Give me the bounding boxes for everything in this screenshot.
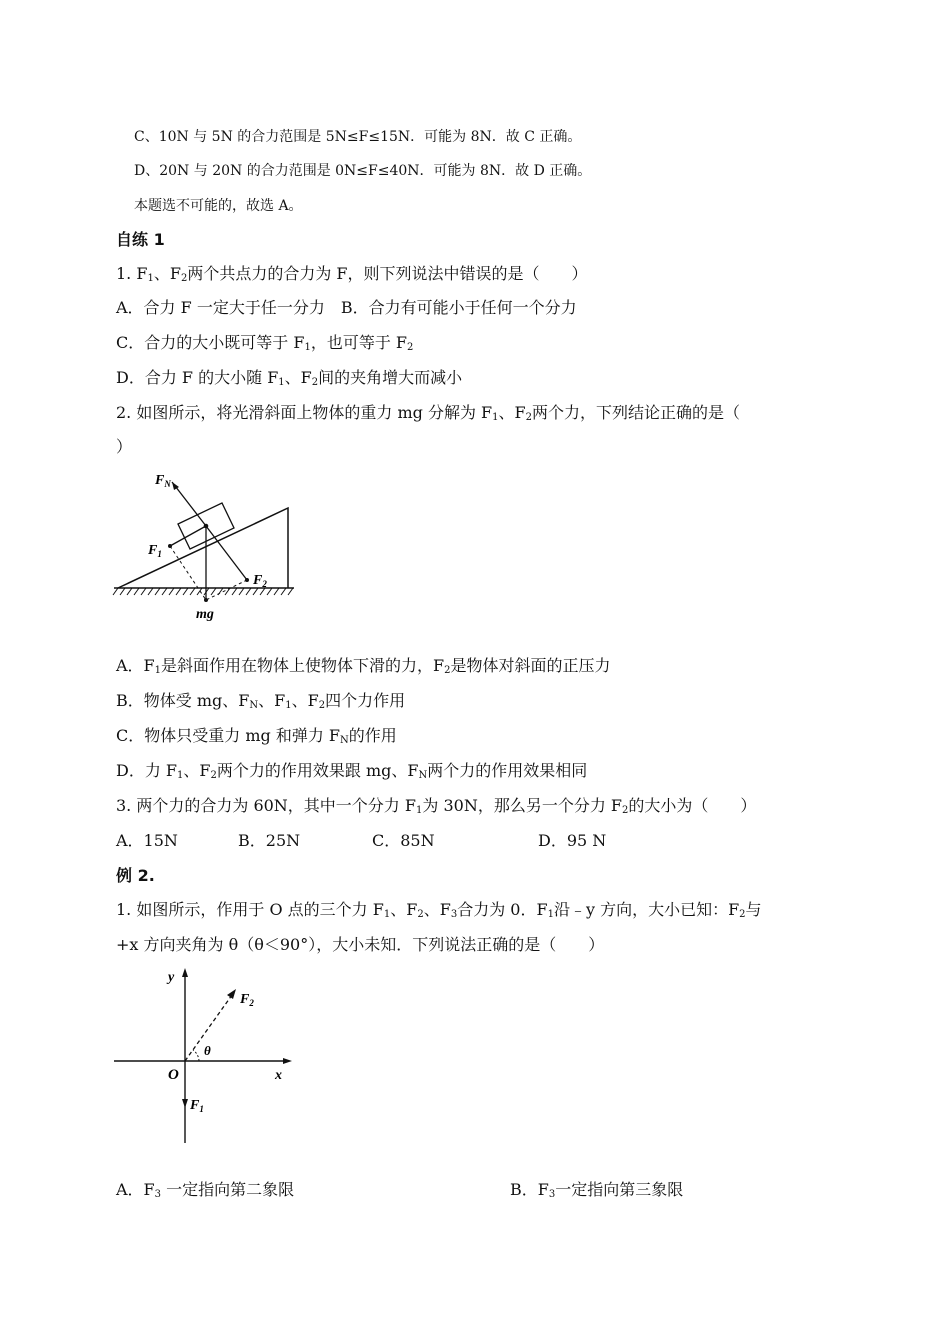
prev-answer-c: C、10N 与 5N 的合力范围是 5N≤F≤15N．可能为 8N．故 C 正确。 [134, 129, 582, 145]
section-title-1: 自练 1 [116, 230, 165, 249]
q3-option-a: A．15N [116, 831, 178, 850]
ex2-q1-stem: 1. 如图所示，作用于 O 点的三个力 $F_1$、$F_2$、$F_3$合力为 0．$F_1$沿﹣y 方向，大小已知：$F_2$与 [116, 900, 762, 920]
f2-label: $F_2$ [253, 573, 267, 589]
origin-label: O [168, 1067, 179, 1083]
q1-option-a-b: A．合力 F 一定大于任一分力 B．合力有可能小于任何一个分力 [116, 298, 577, 317]
prev-conclusion: 本题选不可能的，故选 A。 [134, 198, 303, 214]
f1-label: $F_1$ [148, 543, 162, 559]
q3-option-d: D．95 N [538, 831, 607, 850]
fn-label: $F_N$ [155, 473, 171, 489]
theta-arc [193, 1050, 199, 1061]
f2-label: $F_2$ [240, 992, 254, 1008]
f2-vector [206, 526, 247, 580]
dashed-line-f2 [206, 580, 247, 600]
y-label: y [168, 970, 175, 985]
q2-option-b: B．物体受 mg、$F_N$、$F_1$、$F_2$四个力作用 [116, 691, 406, 711]
theta-label: θ [204, 1043, 211, 1058]
section-title-2: 例 2. [116, 866, 155, 885]
dashed-line-f1 [170, 546, 206, 600]
mg-label: mg [196, 607, 214, 622]
ex2-q1-stem-2: +x 方向夹角为 θ（θ＜90°），大小未知．下列说法正确的是（ ） [116, 935, 605, 954]
incline-figure [110, 468, 300, 628]
q1-option-d: D．合力 F 的大小随 $F_1$、$F_2$间的夹角增大而减小 [116, 368, 463, 388]
q2-stem-close: ） [116, 437, 133, 456]
q2-stem: 2. 如图所示，将光滑斜面上物体的重力 mg 分解为 $F_1$、$F_2$两个力，下列结论正确的是（ [116, 403, 741, 423]
f1-label: $F_1$ [190, 1098, 204, 1114]
q3-stem: 3. 两个力的合力为 60N，其中一个分力 $F_1$为 30N，那么另一个分力 $F_2$的大小为（ ） [116, 796, 757, 816]
ex2-option-b: B．$F_3$一定指向第三象限 [510, 1180, 684, 1200]
q2-option-d: D．力 $F_1$、$F_2$两个力的作用效果跟 mg、$F_N$两个力的作用效果相同 [116, 761, 588, 781]
prev-answer-d: D、20N 与 20N 的合力范围是 0N≤F≤40N．可能为 8N．故 D 正确。 [134, 163, 592, 179]
ground-hatch [113, 588, 293, 595]
q1-stem: 1. $F_1$、$F_2$两个共点力的合力为 F，则下列说法中错误的是（ ） [116, 264, 588, 284]
q1-option-c: C．合力的大小既可等于 $F_1$，也可等于 $F_2$ [116, 333, 414, 353]
q2-option-a: A．$F_1$是斜面作用在物体上使物体下滑的力，$F_2$是物体对斜面的正压力 [116, 656, 611, 676]
ex2-option-a: A．$F_3$ 一定指向第二象限 [116, 1180, 295, 1200]
q3-option-b: B．25N [238, 831, 301, 850]
q3-option-c: C．85N [372, 831, 435, 850]
q2-option-c: C．物体只受重力 mg 和弹力 $F_N$的作用 [116, 726, 397, 746]
x-label: x [275, 1068, 282, 1083]
axes-figure [110, 965, 300, 1150]
